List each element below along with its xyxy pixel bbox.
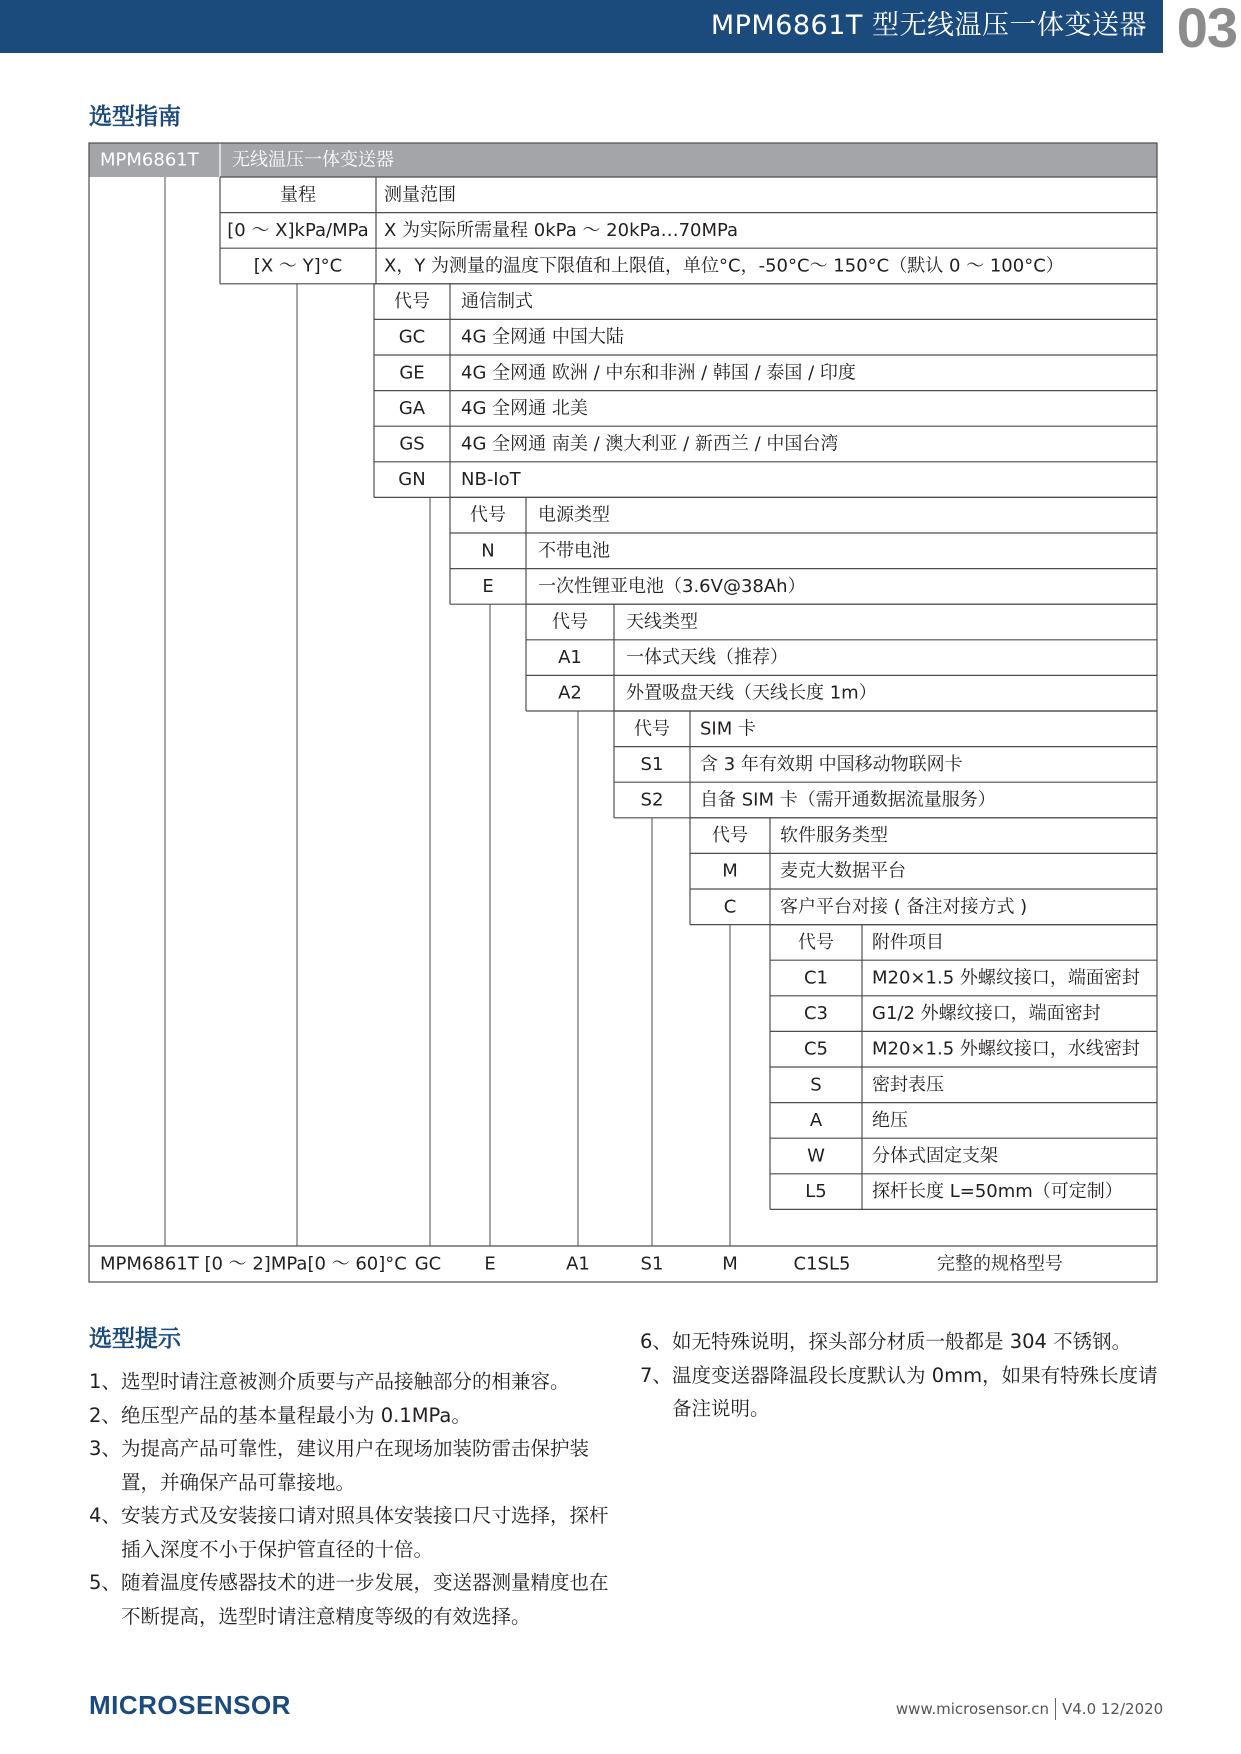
example-caption: 完整的规格型号 — [937, 1253, 1063, 1275]
tip-number: 2、 — [89, 1403, 121, 1427]
tip-item — [89, 1566, 619, 1633]
example-model-part: M — [722, 1253, 738, 1275]
group-header-code: 代号 — [712, 825, 748, 847]
tips-list-right — [640, 1325, 1160, 1426]
option-code: S — [810, 1074, 822, 1096]
example-model-part: C1SL5 — [793, 1253, 851, 1275]
option-desc: M20×1.5 外螺纹接口，端面密封 — [872, 967, 1140, 989]
option-code: S1 — [640, 753, 664, 775]
tip-item — [89, 1399, 619, 1433]
option-desc: M20×1.5 外螺纹接口，水线密封 — [872, 1038, 1140, 1060]
group-header-code: 代号 — [798, 931, 834, 953]
group-header-code: 量程 — [280, 184, 316, 206]
group-header-code: 代号 — [552, 611, 588, 633]
option-desc: G1/2 外螺纹接口，端面密封 — [872, 1003, 1101, 1025]
option-code: C — [723, 896, 737, 918]
option-code: W — [807, 1145, 825, 1167]
option-desc: 一次性锂亚电池（3.6V@38Ah） — [538, 575, 806, 597]
document-version: V4.0 12/2020 — [1062, 1700, 1164, 1718]
table-frame — [89, 143, 1157, 1282]
option-code: C1 — [803, 967, 829, 989]
tip-text: 绝压型产品的基本量程最小为 0.1MPa。 — [121, 1403, 471, 1427]
option-desc: X 为实际所需量程 0kPa ～ 20kPa…70MPa — [384, 219, 739, 241]
group-header-desc: 天线类型 — [626, 611, 698, 633]
product-name: 无线温压一体变送器 — [232, 149, 394, 171]
group-header-desc: 附件项目 — [872, 931, 944, 953]
tip-item — [640, 1359, 1160, 1426]
option-code: L5 — [805, 1181, 827, 1203]
group-header-desc: 通信制式 — [461, 291, 533, 313]
tip-text: 安装方式及安装接口请对照具体安装接口尺寸选择，探杆插入深度不小于保护管直径的十倍。 — [121, 1504, 609, 1561]
selection-guide-title: 选型指南 — [89, 104, 181, 130]
document-title: MPM6861T 型无线温压一体变送器 — [710, 10, 1147, 41]
tip-number: 4、 — [89, 1504, 121, 1527]
option-desc: 麦克大数据平台 — [780, 860, 906, 882]
option-desc: 不带电池 — [538, 540, 610, 562]
option-desc: NB-IoT — [461, 469, 521, 491]
website-link[interactable]: www.microsensor.cn — [896, 1698, 1056, 1720]
option-code: GN — [398, 469, 426, 491]
tip-text: 选型时请注意被测介质要与产品接触部分的相兼容。 — [121, 1370, 570, 1393]
option-code: N — [481, 540, 495, 562]
option-code: GC — [398, 326, 426, 348]
tip-text: 温度变送器降温段长度默认为 0mm，如果有特殊长度请备注说明。 — [672, 1363, 1158, 1420]
tip-text: 随着温度传感器技术的进一步发展，变送器测量精度也在不断提高，选型时请注意精度等级的有效选择。 — [121, 1571, 609, 1628]
option-desc: 客户平台对接 ( 备注对接方式 ) — [780, 896, 1028, 918]
option-code: A1 — [558, 647, 582, 669]
option-code: A — [809, 1109, 823, 1131]
option-code: [0 ～ X]kPa/MPa — [227, 219, 369, 241]
example-model-part: A1 — [566, 1253, 590, 1275]
option-desc: 自备 SIM 卡（需开通数据流量服务） — [700, 789, 996, 811]
option-code: C5 — [803, 1038, 829, 1060]
option-desc: X，Y 为测量的温度下限值和上限值，单位°C，-50°C～ 150°C（默认 0 ～ 100°C） — [384, 255, 1064, 277]
group-header-desc: 测量范围 — [384, 184, 456, 206]
tip-number: 6、 — [640, 1330, 672, 1353]
group-header-code: 代号 — [394, 291, 430, 313]
option-desc: 4G 全网通 中国大陆 — [461, 326, 624, 348]
option-desc: 探杆长度 L=50mm（可定制） — [872, 1181, 1123, 1203]
option-code: GA — [398, 397, 426, 419]
example-model-part: MPM6861T [0 ～ 2]MPa[0 ～ 60]°C — [100, 1253, 407, 1275]
option-desc: 密封表压 — [872, 1074, 944, 1096]
example-model-part: S1 — [640, 1253, 664, 1275]
tip-number: 3、 — [89, 1437, 121, 1460]
option-desc: 含 3 年有效期 中国移动物联网卡 — [700, 753, 963, 775]
selection-tips-title: 选型提示 — [89, 1326, 181, 1352]
option-code: M — [722, 860, 738, 882]
option-desc: 4G 全网通 北美 — [461, 397, 588, 419]
option-desc: 绝压 — [872, 1109, 908, 1131]
option-code: GS — [399, 433, 425, 455]
group-header-desc: SIM 卡 — [700, 718, 756, 740]
group-header-desc: 电源类型 — [538, 504, 610, 526]
tips-list-left — [89, 1365, 619, 1633]
option-code: GE — [399, 362, 425, 384]
option-code: E — [482, 575, 494, 597]
model-code: MPM6861T — [100, 149, 199, 171]
example-model-part: E — [484, 1253, 496, 1275]
tip-text: 为提高产品可靠性，建议用户在现场加装防雷击保护装置，并确保产品可靠接地。 — [121, 1437, 590, 1494]
option-desc: 分体式固定支架 — [872, 1145, 998, 1167]
tip-number: 5、 — [89, 1571, 121, 1594]
microsensor-logo: MICROSENSOR — [89, 1690, 291, 1720]
option-desc: 一体式天线（推荐） — [626, 647, 788, 669]
group-header-desc: 软件服务类型 — [780, 825, 888, 847]
option-code: S2 — [640, 789, 664, 811]
option-desc: 外置吸盘天线（天线长度 1m） — [626, 682, 877, 704]
tip-item — [89, 1432, 619, 1499]
tip-item — [640, 1325, 1160, 1359]
tip-number: 1、 — [89, 1370, 121, 1393]
option-code: C3 — [803, 1003, 829, 1025]
page-number: 03 — [1176, 0, 1237, 59]
option-desc: 4G 全网通 南美 / 澳大利亚 / 新西兰 / 中国台湾 — [461, 433, 839, 455]
option-code: A2 — [558, 682, 582, 704]
option-desc: 4G 全网通 欧洲 / 中东和非洲 / 韩国 / 泰国 / 印度 — [461, 362, 856, 384]
option-code: [X ～ Y]°C — [253, 255, 343, 277]
tip-number: 7、 — [640, 1363, 672, 1387]
tip-item — [89, 1365, 619, 1399]
group-header-code: 代号 — [470, 504, 506, 526]
group-header-code: 代号 — [634, 718, 670, 740]
tip-item — [89, 1499, 619, 1566]
tip-text: 如无特殊说明，探头部分材质一般都是 304 不锈钢。 — [672, 1330, 1132, 1353]
example-model-part: GC — [414, 1253, 442, 1275]
